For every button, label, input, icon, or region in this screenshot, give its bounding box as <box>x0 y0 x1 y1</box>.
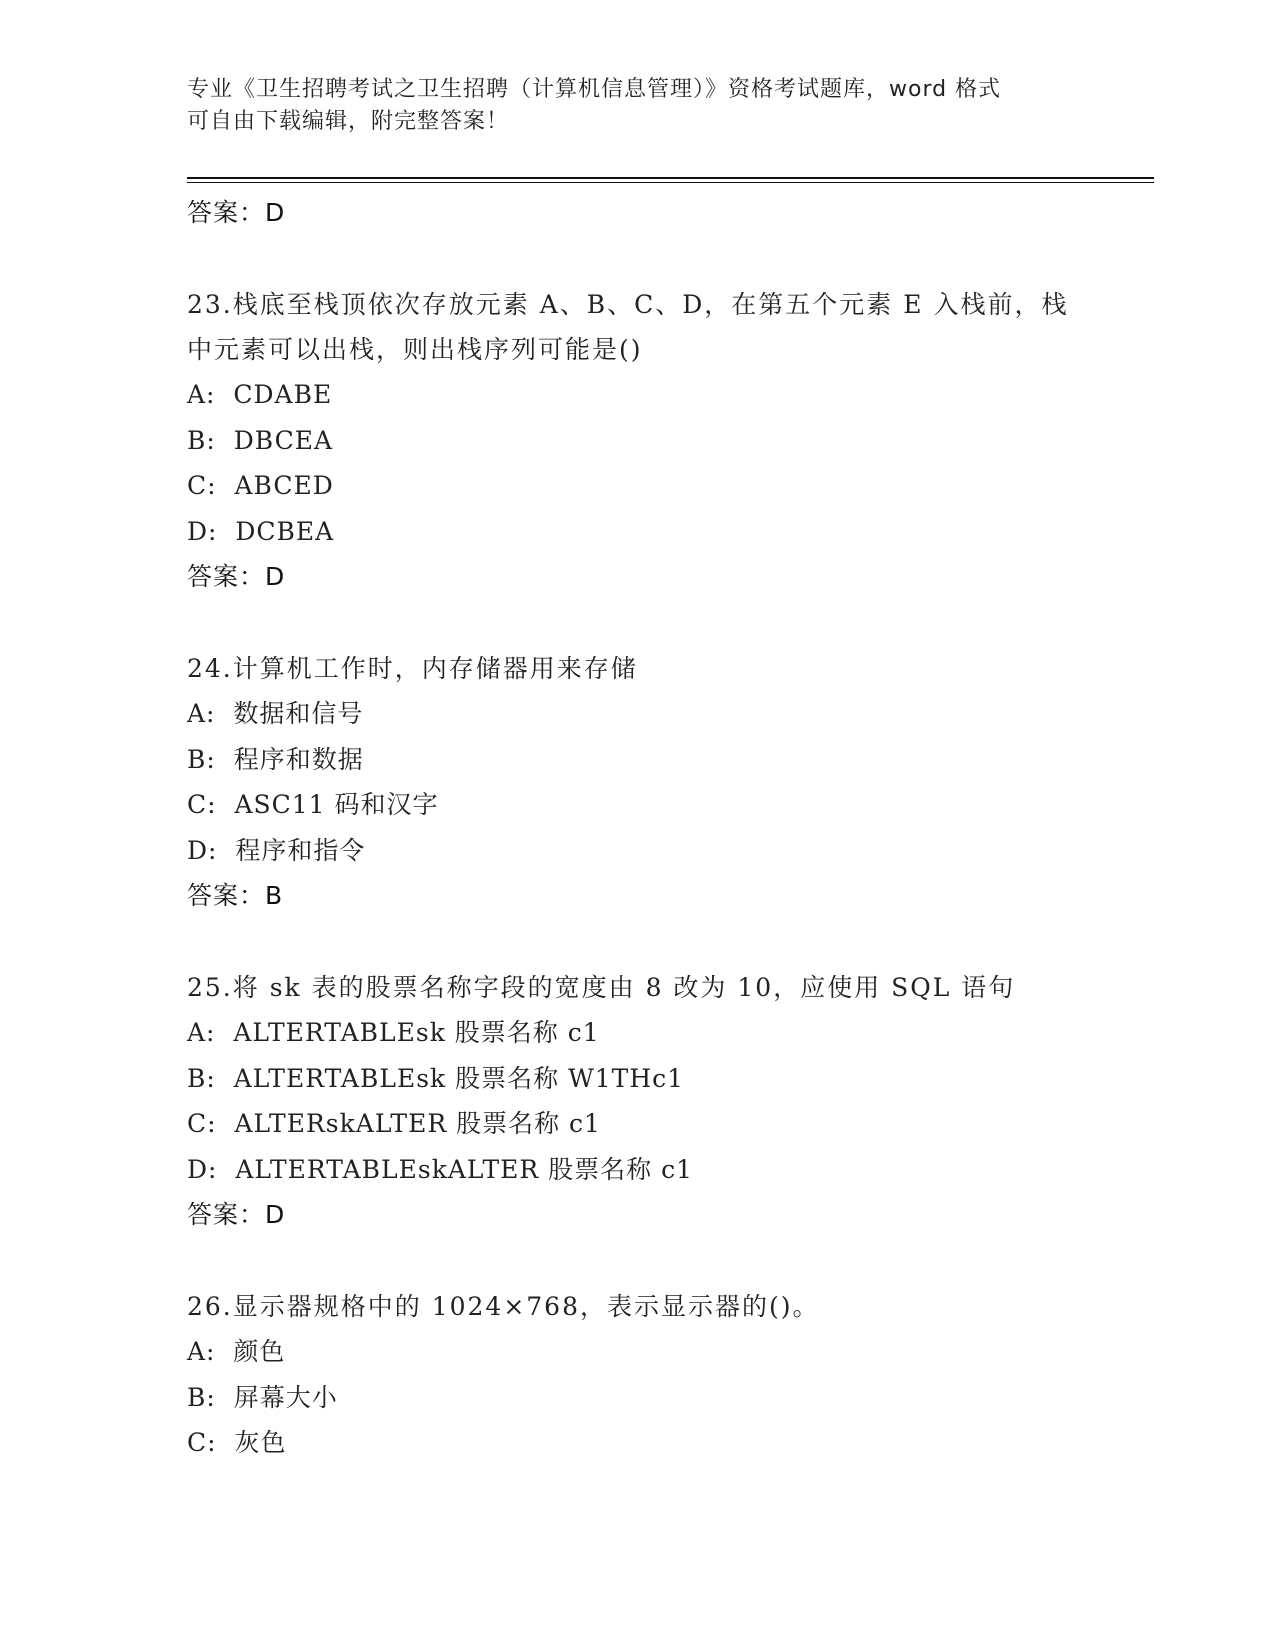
answer-line: 答案：B <box>187 881 284 910</box>
option-a: A: 颜色 <box>187 1337 286 1366</box>
question-title: 26.显示器规格中的 1024×768，表示显示器的()。 <box>187 1292 820 1321</box>
option-d: D: DCBEA <box>187 516 335 546</box>
question-title: 23.栈底至栈顶依次存放元素 A、B、C、D，在第五个元素 E 入栈前，栈中元素可以出栈，则出栈序列可能是() <box>187 290 1069 364</box>
header-line-1: 专业《卫生招聘考试之卫生招聘（计算机信息管理）》资格考试题库，word 格式 <box>187 77 1002 102</box>
option-d: D: 程序和指令 <box>187 835 366 865</box>
option-b: B: DBCEA <box>187 425 333 455</box>
header-line-2: 可自由下载编辑，附完整答案！ <box>187 109 510 134</box>
option-d: D: ALTERTABLEskALTER 股票名称 c1 <box>187 1154 694 1184</box>
option-c: C: ASC11 码和汉字 <box>187 790 439 819</box>
option-c: C: ABCED <box>187 471 334 500</box>
answer-line: 答案：D <box>187 1200 286 1229</box>
question-title: 25.将 sk 表的股票名称字段的宽度由 8 改为 10，应使用 SQL 语句 <box>187 973 1016 1002</box>
option-b: B: 程序和数据 <box>187 744 364 774</box>
option-a: A: 数据和信号 <box>187 699 364 728</box>
question-26 <box>187 1284 1087 1466</box>
question-title: 24.计算机工作时，内存储器用来存储 <box>187 654 638 683</box>
question-list <box>187 190 1087 1466</box>
question-25 <box>187 965 1087 1238</box>
answer-line: 答案：D <box>187 562 286 591</box>
answer-line: 答案：D <box>187 198 286 227</box>
question-23 <box>187 282 1087 600</box>
header-divider-thin <box>187 182 1154 183</box>
option-b: B: ALTERTABLEsk 股票名称 W1THc1 <box>187 1063 685 1093</box>
question-24 <box>187 646 1087 919</box>
option-c: C: 灰色 <box>187 1428 287 1457</box>
option-c: C: ALTERskALTER 股票名称 c1 <box>187 1109 601 1138</box>
option-b: B: 屏幕大小 <box>187 1382 338 1412</box>
option-a: A: ALTERTABLEsk 股票名称 c1 <box>187 1018 600 1047</box>
header-divider-thick <box>187 177 1154 179</box>
option-a: A: CDABE <box>187 380 333 409</box>
document-header <box>187 74 1067 138</box>
